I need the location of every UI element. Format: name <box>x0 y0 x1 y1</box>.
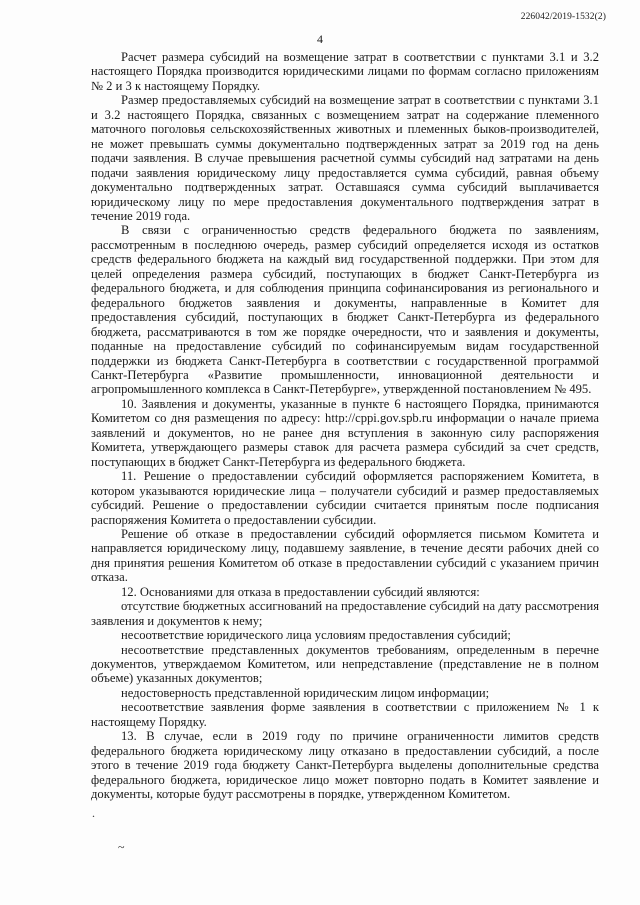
list-item-documents-mismatch: несоответствие представленных документов требованиям, определенным в перечне документов, утверждаемом Комитетом, или непредставление (представление не в полном объеме) указанных документов; <box>91 642 599 686</box>
list-item-no-allocations: отсутствие бюджетных ассигнований на предоставление субсидий на дату рассмотрения заявления и документов к нему; <box>91 599 599 628</box>
paragraph-13-reapplication: 13. В случае, если в 2019 году по причине ограниченности лимитов средств федерального бюджета юридическому лицу отказано в предоставлении субсидий, а после этого в течение 2019 года бюджету Санкт-Петербурга выделены дополнительные средства федерального бюджета, юридическое лицо может повторно подать в Комитет заявление и документы, которые будут рассмотрены в порядке, утвержденном Комитетом. <box>91 729 599 802</box>
list-item-form-mismatch: несоответствие заявления форме заявления в соответствии с приложением № 1 к настоящему Порядку. <box>91 700 599 729</box>
paragraph-12-refusal-grounds: 12. Основаниями для отказа в предоставлении субсидий являются: <box>121 584 480 599</box>
scan-mark: . <box>92 806 95 820</box>
paragraph-10-application-acceptance: 10. Заявления и документы, указанные в пункте 6 настоящего Порядка, принимаются Комитетом со дня размещения по адресу: http://cppi.gov.spb.ru информации о начале приема заявлений и документов, но не ранее дня вступления в законную силу распоряжения Комитета, утверждающего размеры ставок для расчета размера субсидий за счет средств, поступающих в бюджет Санкт-Петербурга из федерального бюджета. <box>91 396 599 469</box>
scan-mark: ~ <box>118 840 125 854</box>
list-item-false-information: недостоверность представленной юридическим лицом информации; <box>121 685 490 700</box>
paragraph-refusal-letter: Решение об отказе в предоставлении субсидий оформляется письмом Комитета и направляется юридическому лицу, подавшему заявление, в течение десяти рабочих дней со дня принятия решения Комитетом об отказе в предоставлении субсидий с указанием причин отказа. <box>91 526 599 585</box>
paragraph-11-decision: 11. Решение о предоставлении субсидий оформляется распоряжением Комитета, в котором указываются юридические лица – получатели субсидий и размер предоставляемых субсидий. Решение о предоставлении субсидии считается принятым после подписания распоряжения Комитета о предоставлении субсидии. <box>91 469 599 527</box>
document-body <box>91 50 599 802</box>
paragraph-subsidy-calculation: Расчет размера субсидий на возмещение затрат в соответствии с пунктами 3.1 и 3.2 настоящего Порядка производится юридическими лицами по формам согласно приложениям № 2 и 3 к настоящему Порядку. <box>91 50 599 93</box>
list-item-conditions-mismatch: несоответствие юридического лица условиям предоставления субсидий; <box>121 628 511 643</box>
paragraph-subsidy-size: Размер предоставляемых субсидий на возмещение затрат в соответствии с пунктами 3.1 и 3.2 настоящего Порядка, связанных с возмещением затрат на содержание племенного маточного поголовья сельскохозяйственных животных и племенных быков-производителей, не может превышать суммы документально подтвержденных затрат за 2019 год на день подачи заявления. В случае превышения расчетной суммы субсидий над затратами на день подачи заявления юридическому лицу предоставляется сумма субсидий, равная объему документально подтвержденных затрат. Оставшаяся сумма субсидий выплачивается юридическому лицу по мере предоставления документального подтверждения затрат в течение 2019 года. <box>91 93 599 223</box>
document-id: 226042/2019-1532(2) <box>520 12 606 22</box>
paragraph-federal-budget-limits: В связи с ограниченностью средств федерального бюджета по заявлениям, рассмотренным в последнюю очередь, размер субсидий определяется исходя из остатков средств федерального бюджета на каждый вид государственной поддержки. При этом для целей определения размера субсидий, поступающих в бюджет Санкт-Петербурга из федерального бюджета, и для соблюдения принципа софинансирования из регионального и федерального бюджетов заявления и документы, направленные в Комитет для предоставления субсидий, поступающих в бюджет Санкт-Петербурга из федерального бюджета, рассматриваются в том же порядке очередности, что и заявления и документы, поданные на предоставление субсидий по софинансируемым видам государственной поддержки из бюджета Санкт-Петербурга в соответствии с государственной программой Санкт-Петербурга «Развитие промышленности, инновационной деятельности и агропромышленного комплекса в Санкт-Петербурге», утвержденной постановлением № 495. <box>91 223 599 397</box>
page-number: 4 <box>317 32 323 46</box>
